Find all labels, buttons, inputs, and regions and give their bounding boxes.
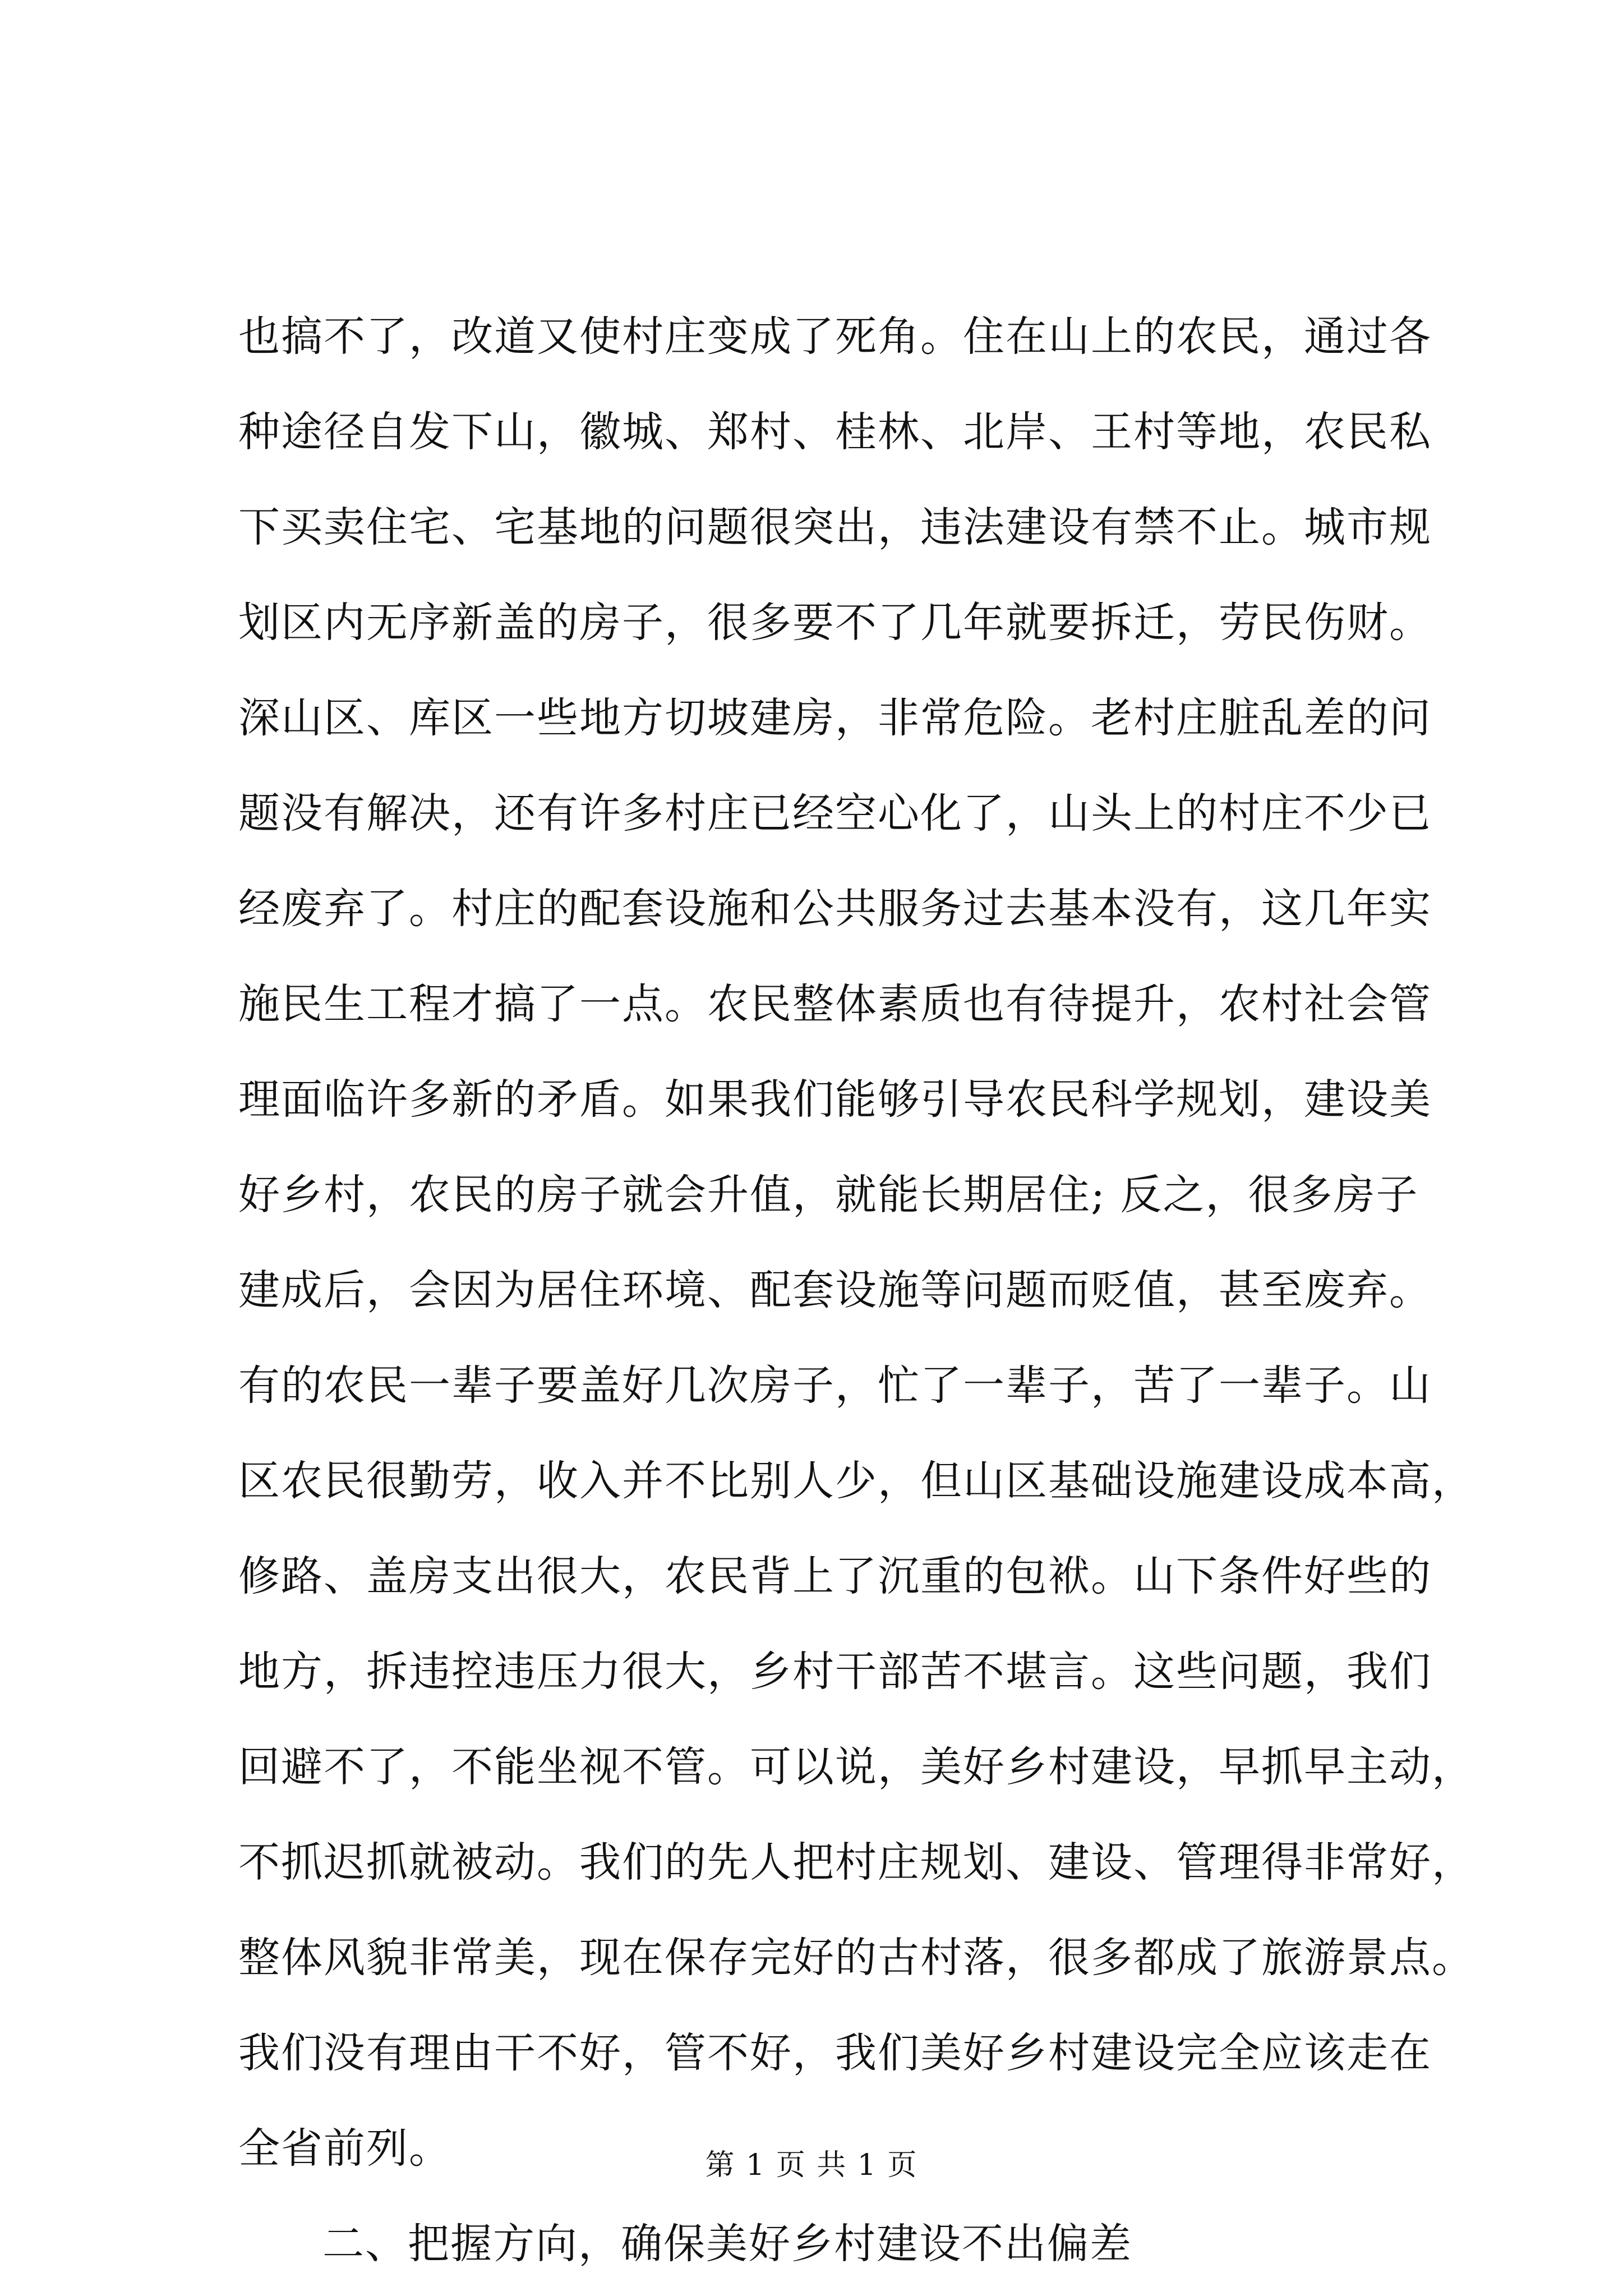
text-line: 整体风貌非常美，现在保存完好的古村落，很多都成了旅游景点。 [238, 1934, 1474, 1982]
text-line: 划区内无序新盖的房子，很多要不了几年就要拆迁，劳民伤财。 [238, 599, 1432, 647]
text-line: 不抓迟抓就被动。我们的先人把村庄规划、建设、管理得非常好， [238, 1838, 1474, 1887]
text-line: 施民生工程才搞了一点。农民整体素质也有待提升，农村社会管 [238, 980, 1432, 1028]
text-line: 有的农民一辈子要盖好几次房子，忙了一辈子，苦了一辈子。山 [238, 1361, 1432, 1410]
text-line: 建成后，会因为居住环境、配套设施等问题而贬值，甚至废弃。 [238, 1266, 1432, 1314]
text-line: 经废弃了。村庄的配套设施和公共服务过去基本没有，这几年实 [238, 885, 1432, 933]
text-line: 区农民很勤劳，收入并不比别人少，但山区基础设施建设成本高， [238, 1457, 1474, 1505]
text-line: 深山区、库区一些地方切坡建房，非常危险。老村庄脏乱差的问 [238, 694, 1432, 742]
text-line: 理面临许多新的矛盾。如果我们能够引导农民科学规划，建设美 [238, 1075, 1432, 1124]
text-line: 下买卖住宅、宅基地的问题很突出，违法建设有禁不止。城市规 [238, 503, 1432, 551]
text-line: 我们没有理由干不好，管不好，我们美好乡村建设完全应该走在 [238, 2029, 1432, 2077]
text-line: 回避不了，不能坐视不管。可以说，美好乡村建设，早抓早主动， [238, 1743, 1474, 1791]
text-line: 种途径自发下山，徽城、郑村、桂林、北岸、王村等地，农民私 [238, 408, 1432, 456]
text-line: 好乡村，农民的房子就会升值，就能长期居住; 反之，很多房子 [238, 1171, 1419, 1219]
page-footer: 第 1 页 共 1 页 [705, 2148, 918, 2182]
body-text [238, 289, 1474, 2292]
text-line: 题没有解决，还有许多村庄已经空心化了，山头上的村庄不少已 [238, 789, 1432, 838]
text-line: 全省前列。 [238, 2124, 451, 2173]
section-heading: 二、把握方向，确保美好乡村建设不出偏差 [322, 2220, 1132, 2268]
text-line: 地方，拆违控违压力很大，乡村干部苦不堪言。这些问题，我们 [238, 1648, 1432, 1696]
text-line: 修路、盖房支出很大，农民背上了沉重的包袱。山下条件好些的 [238, 1552, 1432, 1600]
text-line: 也搞不了，改道又使村庄变成了死角。住在山上的农民，通过各 [238, 312, 1432, 361]
